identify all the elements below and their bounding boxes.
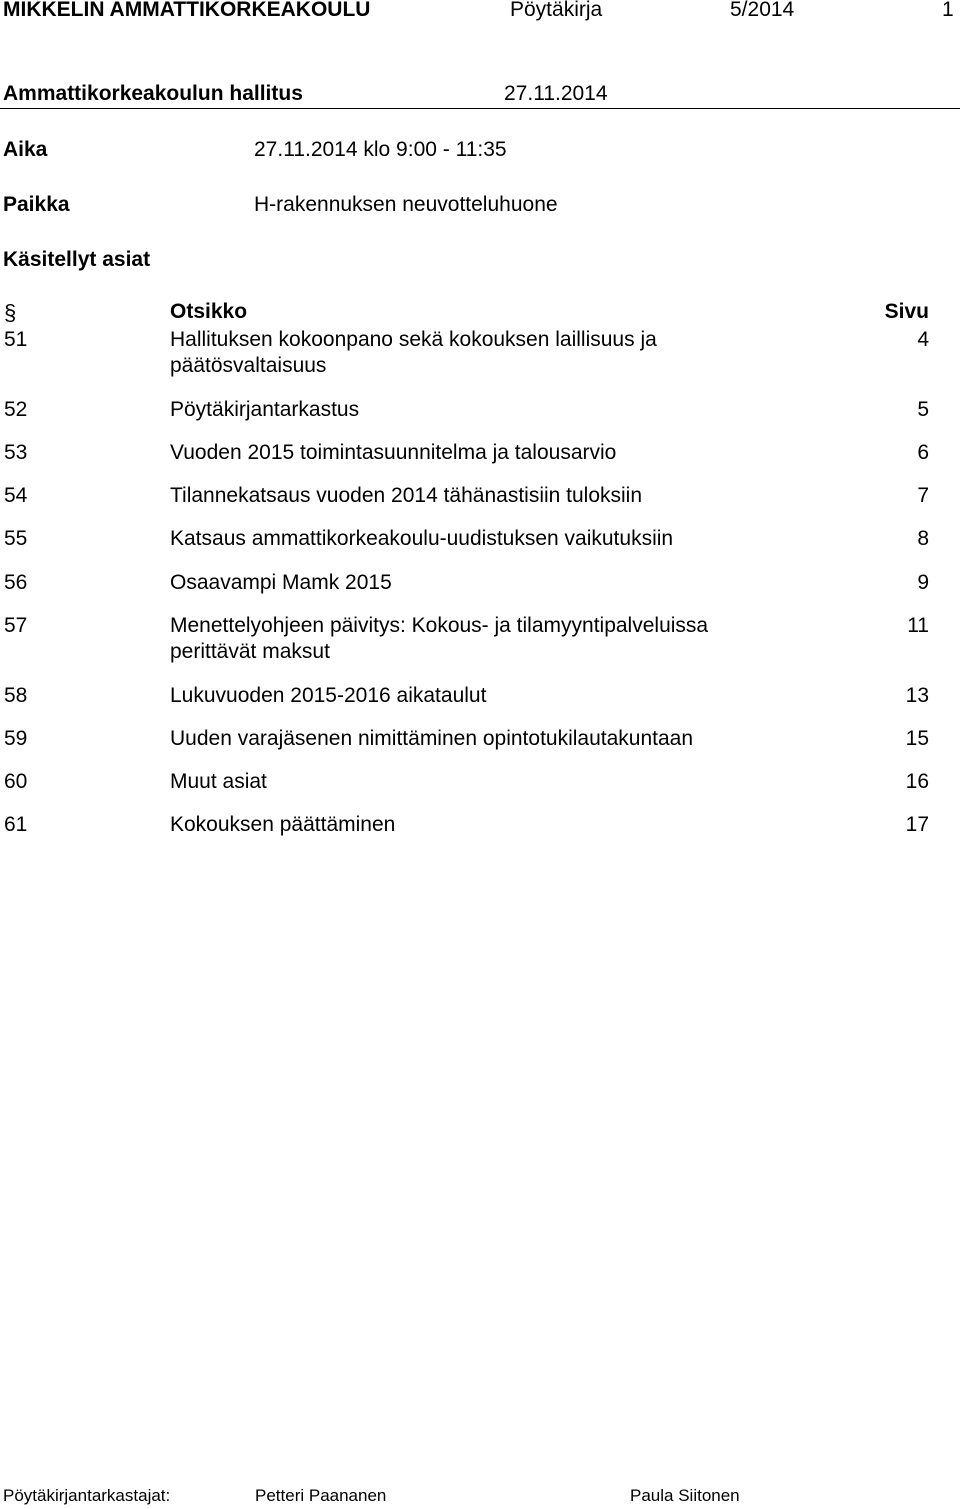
item-title: Vuoden 2015 toimintasuunnitelma ja talousarvio: [170, 441, 617, 464]
time-label: Aika: [3, 138, 48, 161]
item-page: 6: [917, 441, 929, 464]
item-number: 60: [4, 770, 28, 793]
item-page: 11: [907, 614, 929, 637]
svg-text:§: §: [4, 300, 16, 324]
item-page: 16: [905, 770, 929, 793]
header-rule: [0, 108, 960, 109]
item-title: Menettelyohjeen päivitys: Kokous- ja tilamyyntipalveluissa perittävät maksut: [170, 614, 709, 663]
item-title: Kokouksen päättäminen: [170, 813, 396, 836]
document-number: 5/2014: [730, 0, 795, 21]
item-title: Katsaus ammattikorkeakoulu-uudistuksen vaikutuksiin: [170, 527, 674, 550]
item-title: Muut asiat: [170, 770, 267, 793]
item-title: Tilannekatsaus vuoden 2014 tähänastisiin tuloksiin: [170, 484, 643, 507]
section-title: Käsitellyt asiat: [3, 248, 151, 271]
time-value: 27.11.2014 klo 9:00 - 11:35: [254, 138, 507, 161]
item-title: Lukuvuoden 2015-2016 aikataulut: [170, 684, 487, 707]
item-number: 56: [4, 571, 28, 594]
item-number: 59: [4, 727, 28, 750]
item-page: 9: [917, 571, 929, 594]
item-page: 7: [917, 484, 929, 507]
item-page: 5: [917, 398, 929, 421]
item-page: 8: [917, 527, 929, 550]
column-header-page: Sivu: [884, 300, 929, 323]
page-number: 1: [942, 0, 954, 21]
item-title: Pöytäkirjantarkastus: [170, 398, 360, 421]
document-type: Pöytäkirja: [510, 0, 603, 21]
item-number: 51: [4, 328, 28, 351]
item-title: Uuden varajäsenen nimittäminen opintotukilautakuntaan: [170, 727, 694, 750]
section-sign-icon: [4, 300, 16, 324]
item-number: 54: [4, 484, 28, 507]
meeting-date: 27.11.2014: [504, 82, 608, 105]
item-page: 13: [905, 684, 929, 707]
item-number: 52: [4, 398, 28, 421]
place-value: H-rakennuksen neuvotteluhuone: [254, 193, 558, 216]
item-page: 17: [905, 813, 929, 836]
column-header-title: Otsikko: [170, 300, 248, 323]
item-page: 4: [917, 328, 929, 351]
item-number: 58: [4, 684, 28, 707]
place-label: Paikka: [3, 193, 70, 216]
examiner-name: Petteri Paananen: [255, 1486, 387, 1505]
organization-name: MIKKELIN AMMATTIKORKEAKOULU: [3, 0, 371, 21]
item-title: Osaavampi Mamk 2015: [170, 571, 392, 594]
item-number: 55: [4, 527, 28, 550]
governing-body: Ammattikorkeakoulun hallitus: [3, 82, 303, 105]
item-number: 61: [4, 813, 28, 836]
examiners-label: Pöytäkirjantarkastajat:: [3, 1486, 171, 1505]
item-number: 53: [4, 441, 28, 464]
item-number: 57: [4, 614, 28, 637]
item-title: Hallituksen kokoonpano sekä kokouksen laillisuus ja päätösvaltaisuus: [170, 328, 657, 377]
examiner-name: Paula Siitonen: [630, 1486, 740, 1505]
item-page: 15: [905, 727, 929, 750]
